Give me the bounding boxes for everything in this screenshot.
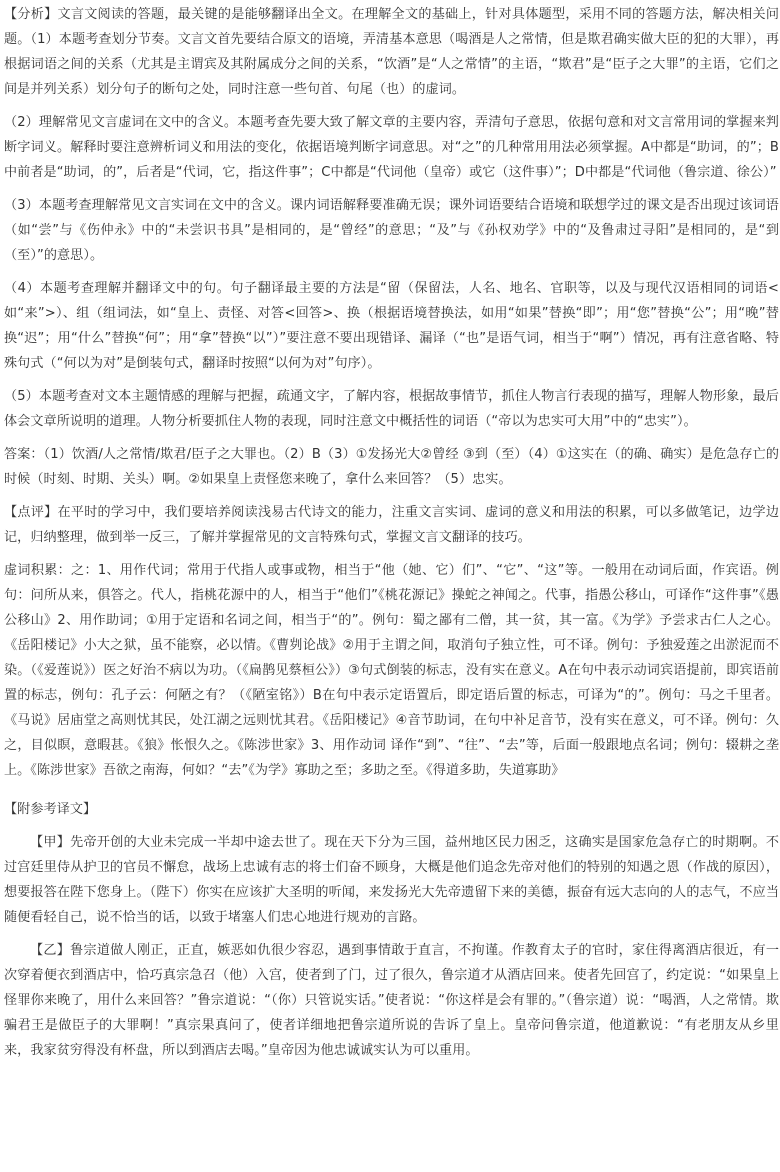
function-words-paragraph: 虚词积累：之：1、用作代词；常用于代指人或事或物，相当于“他（她、它）们”、“它”、“这”等。一般用在动词后面，作宾语。例句：问所从来，俱答之。代人，指桃花源中的人，相当于“他们”《桃花源记》操蛇之神闻之。代事，指愚公移山，可译作“这件事”《愚公移山》2、用作助词；①用于定语和名词之间，相当于“的”。例句：蜀之鄙有二僧，其一贫，其一富。《为学》予尝求古仁人之心。《岳阳楼记》小大之狱，虽不能察，必以情。《曹刿论战》②用于主谓之间，取消句子独立性，可不译。例句：予独爱莲之出淤泥而不染。（《爱莲说》）医之好治不病以为功。（《扁鹊见蔡桓公》）③句式倒装的标志，没有实在意义。A在句中表示动词宾语提前，即宾语前置的标志，例句：孔子云：何陋之有？（《陋室铭》）B在句中表示定语置后，即定语后置的标志，可译为“的”。例句：马之千里者。《马说》居庙堂之高则忧其民，处江湖之远则忧其君。《岳阳楼记》④音节助词，在句中补足音节，没有实在意义，可不译。例句：久之，目似瞑，意暇甚。《狼》怅恨久之。《陈涉世家》3、用作动词 译作“到”、“往”、“去”等，后面一般跟地点名词；例句：辍耕之垄上。《陈涉世家》吾欲之南海，何如？“去”《为学》寡助之至；多助之至。《得道多助，失道寡助》 [4,563,779,778]
analysis-paragraph-4: （4）本题考查理解并翻译文中的句。句子翻译最主要的方法是“留（保留法，人名、地名、官职等，以及与现代汉语相同的词语<如“来”>）、组（组词法，如“皇上、责怪、对答<回答>、换（根据语境替换法，如用“如果”替换“即”；用“您”替换“公”；用“晚”替换“迟”；用“什么”替换“何”；用“拿”替换“以”）”要注意不要出现错译、漏译（“也”是语气词，相当于“啊”）情况，再有注意省略、特殊句式（“何以为对”是倒装句式，翻译时按照“以何为对”句序）。 [4,281,779,371]
answer-paragraph: 答案：（1）饮酒/人之常情/欺君/臣子之大罪也。（2）B（3）①发扬光大②曾经 ③到（至）（4）①这实在（的确、确实）是危急存亡的时候（时刻、时期、关头）啊。②如果皇上责怪您来晚了，拿什么来回答？（5）忠实。 [4,447,779,487]
analysis-paragraph-3: （3）本题考查理解常见文言实词在文中的含义。课内词语解释要准确无误；课外词语要结合语境和联想学过的课文是否出现过该词语（如“尝”与《伤仲永》中的“未尝识书具”是相同的，是“曾经”的意思；“及”与《孙权劝学》中的“及鲁肃过寻阳”是相同的，是“到（至）”的意思）。 [4,198,779,263]
analysis-paragraph-2: （2）理解常见文言虚词在文中的含义。本题考查先要大致了解文章的主要内容，弄清句子意思，依据句意和对文言常用词的掌握来判断字词义。解释时要注意辨析词义和用法的变化，依据语境判断字词意思。对“之”的几种常用用法必须掌握。A中都是“助词，的”；B中前者是“助词，的”，后者是“代词，它，指这件事”；C中都是“代词他（皇帝）或它（这件事）”；D中都是“代词他（鲁宗道、徐公）” [4,115,779,180]
translation-jia-paragraph: 【甲】先帝开创的大业未完成一半却中途去世了。现在天下分为三国，益州地区民力困乏，这确实是国家危急存亡的时期啊。不过宫廷里侍从护卫的官员不懈怠，战场上忠诚有志的将士们奋不顾身，大概是他们追念先帝对他们的特别的知遇之恩（作战的原因），想要报答在陛下您身上。（陛下）你实在应该扩大圣明的听闻，来发扬光大先帝遗留下来的美德，振奋有远大志向的人的志气，不应当随便看轻自己，说不恰当的话，以致于堵塞人们忠心地进行规劝的言路。 [4,835,779,925]
analysis-paragraph-1: 【分析】文言文阅读的答题，最关键的是能够翻译出全文。在理解全文的基础上，针对具体题型，采用不同的答题方法，解决相关问题。（1）本题考查划分节奏。文言文首先要结合原文的语境，弄清基本意思（喝酒是人之常情，但是欺君确实做大臣的犯的大罪），再根据词语之间的关系（尤其是主谓宾及其附属成分之间的关系，“饮酒”是“人之常情”的主语，“欺君”是“臣子之大罪”的主语，它们之间是并列关系）划分句子的断句之处，同时注意一些句首、句尾（也）的虚词。 [4,7,779,97]
analysis-paragraph-5: （5）本题考查对文本主题情感的理解与把握，疏通文字，了解内容，根据故事情节，抓住人物言行表现的描写，理解人物形象，最后体会文章所说明的道理。人物分析要抓住人物的表现，同时注意文中概括性的词语（“帝以为忠实可大用”中的“忠实”）。 [4,389,779,429]
translation-yi-paragraph: 【乙】鲁宗道做人刚正，正直，嫉恶如仇很少容忍，遇到事情敢于直言，不拘谨。作教育太子的官时，家住得离酒店很近，有一次穿着便衣到酒店中，恰巧真宗急召（他）入宫，使者到了门，过了很久，鲁宗道才从酒店回来。使者先回宫了，约定说：“如果皇上怪罪你来晚了，用什么来回答？”鲁宗道说：“（你）只管说实话。”使者说：“你这样是会有罪的。”（鲁宗道）说：“喝酒，人之常情。欺骗君王是做臣子的大罪啊！”真宗果真问了，使者详细地把鲁宗道所说的告诉了皇上。皇帝问鲁宗道，他道歉说：“有老朋友从乡里来，我家贫穷得没有杯盘，所以到酒店去喝。”皇帝因为他忠诚诚实认为可以重用。 [4,943,779,1058]
translation-heading: 【附参考译文】 [4,802,97,817]
comment-paragraph: 【点评】在平时的学习中，我们要培养阅读浅易古代诗文的能力，注重文言实词、虚词的意义和用法的积累，可以多做笔记，边学边记，归纳整理，做到举一反三，了解并掌握常见的文言特殊句式，掌握文言文翻译的技巧。 [4,505,779,545]
